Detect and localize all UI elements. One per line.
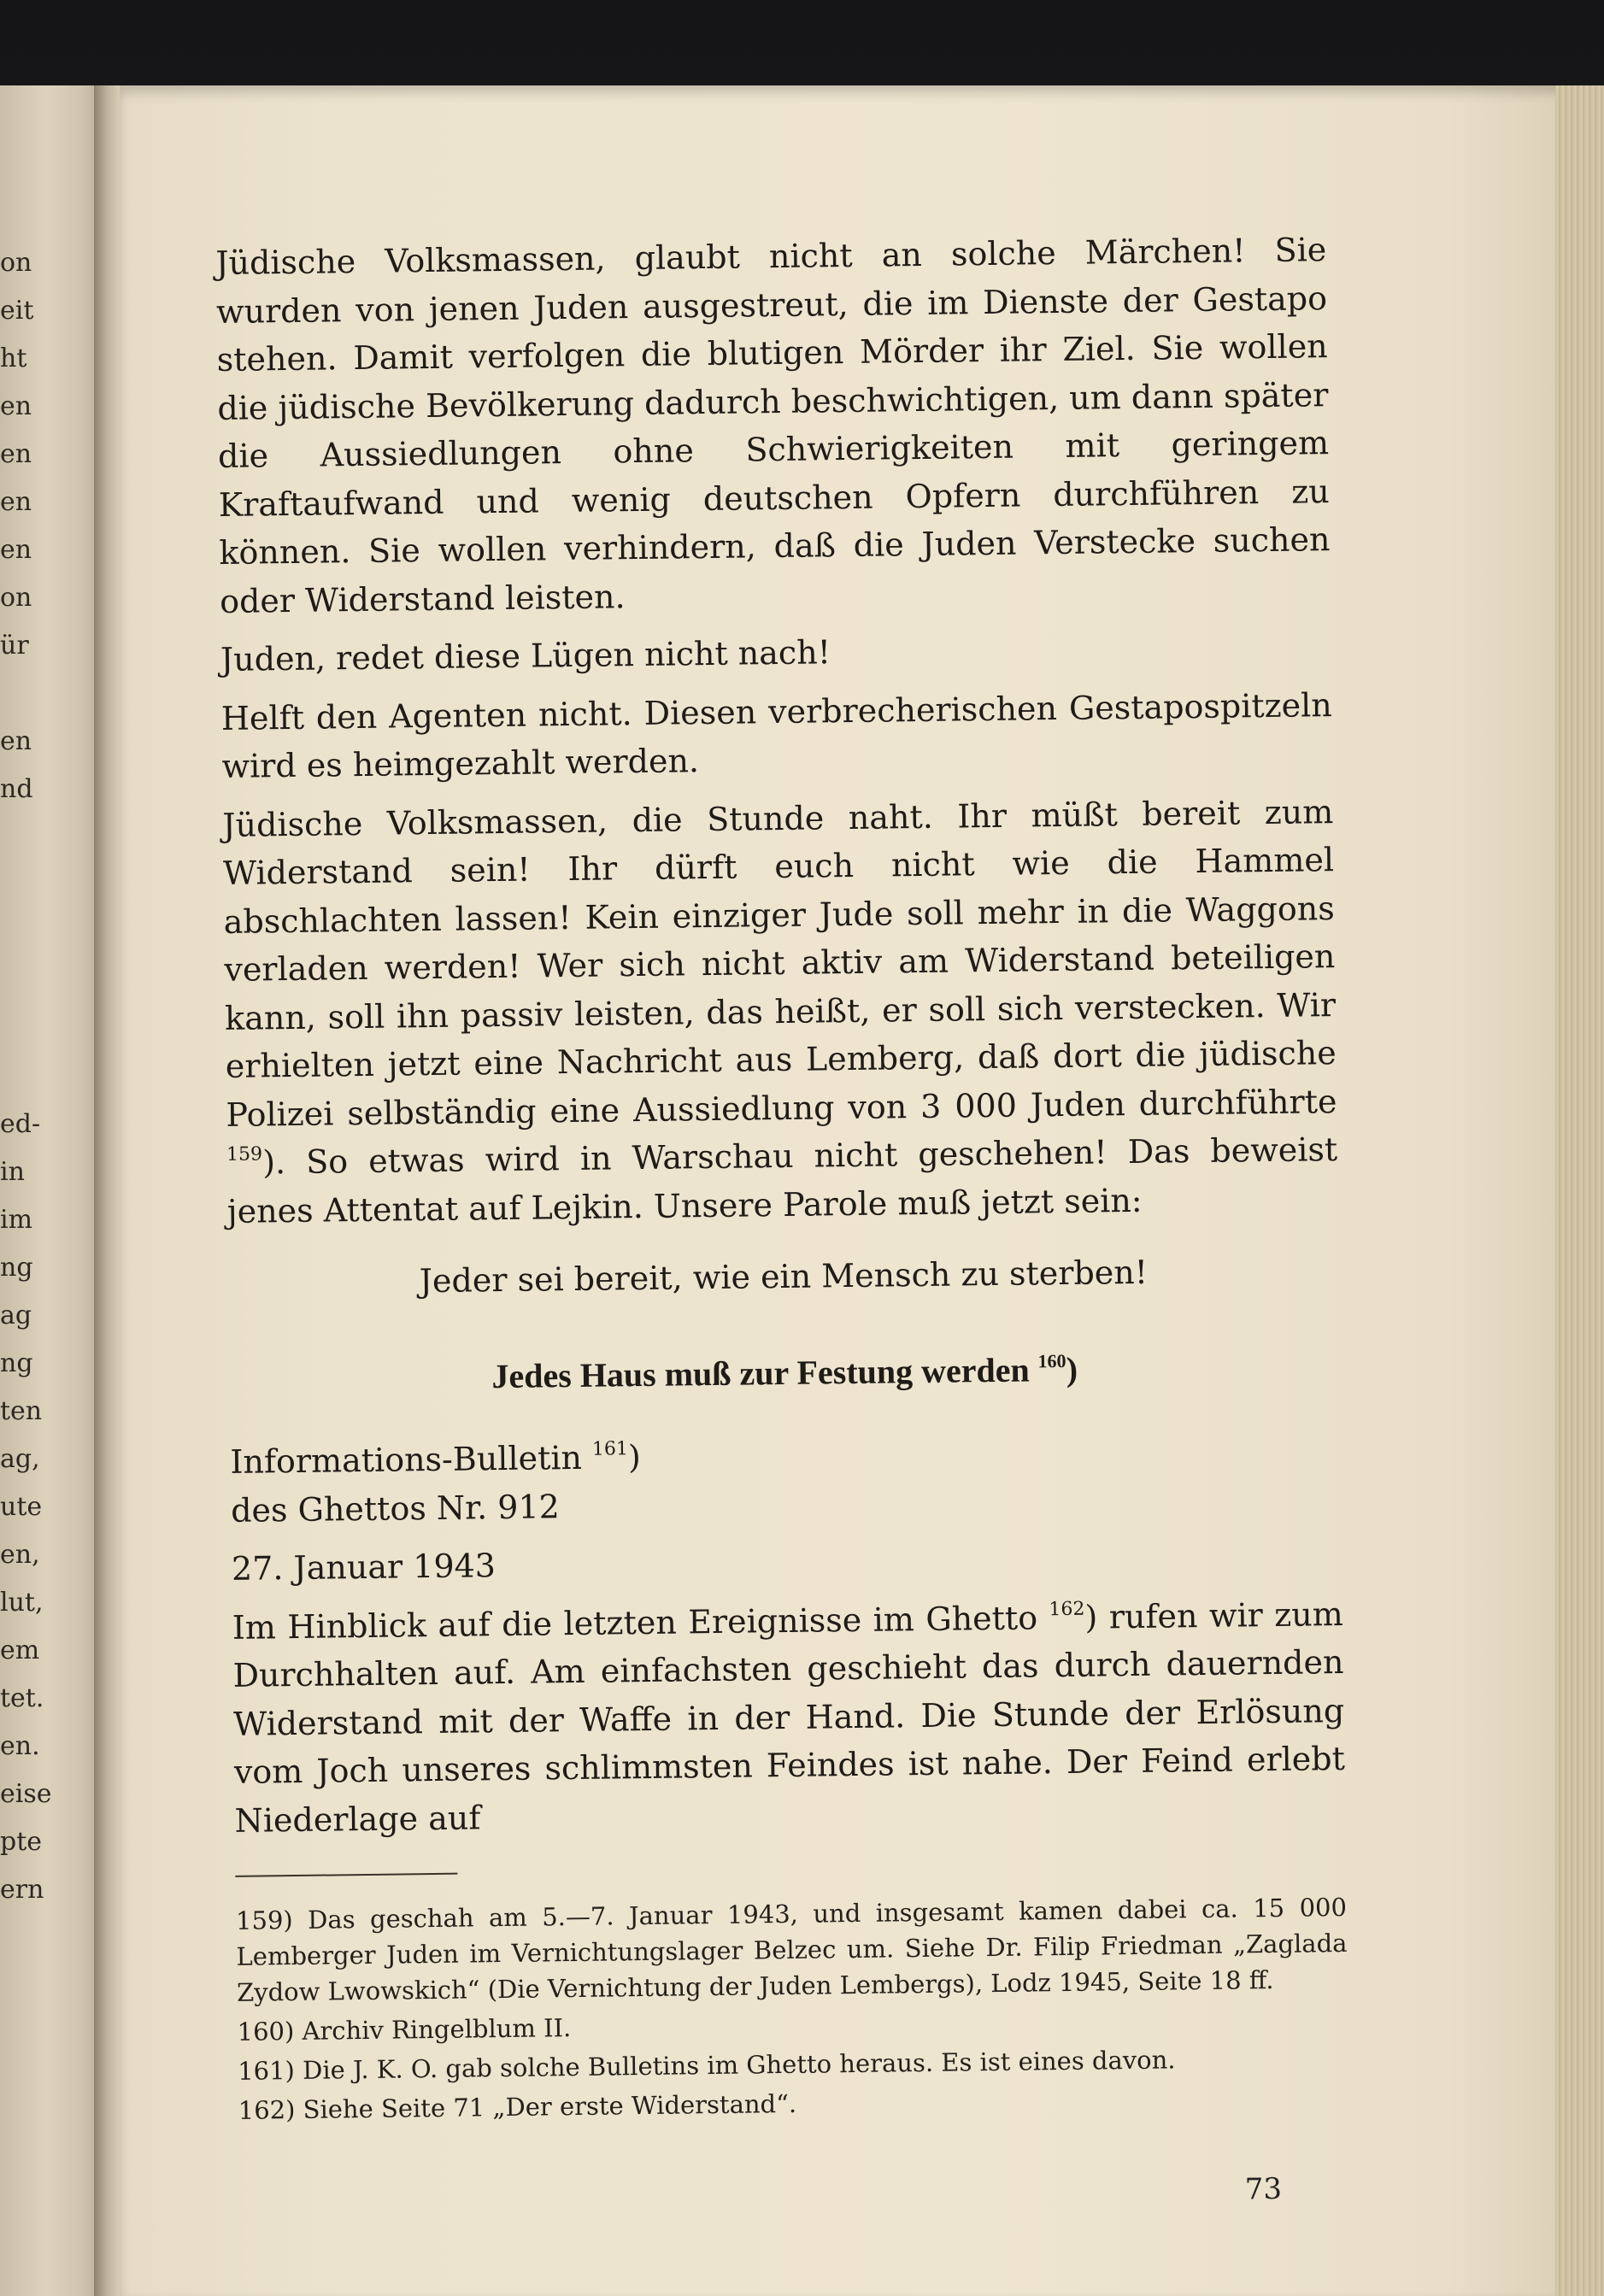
left-page-fragment: en — [0, 439, 32, 469]
left-page-fragment: em — [0, 1635, 40, 1665]
paragraph-5-text-b: ) rufen wir zum Durchhalten auf. Am einfachsten geschieht das durch dauernden Widerstand mit der Waffe in der Hand. Die Stunde der Erlösung vom Joch unseres schlimmsten Feindes ist nahe. Der Feind erlebt Niederlage auf — [232, 1594, 1346, 1840]
paragraph-1: Jüdische Volksmassen, glaubt nicht an solche Märchen! Sie wurden von jenen Juden ausgestreut, die im Dienste der Gestapo stehen. Damit verfolgen die blutigen Mörder ihr Ziel. Sie wollen die jüdische Bevölkerung dadurch beschwichtigen, um dann später die Aussiedlungen ohne Schwierigkeiten mit geringem Kraftaufwand und wenig deutschen Opfern durchführen zu können. Sie wollen verhindern, daß die Juden Verstecke suchen oder Widerstand leisten. — [215, 231, 1331, 620]
footnote-ref-161: 161 — [591, 1438, 629, 1460]
footnote-ref-162: 162 — [1049, 1598, 1085, 1620]
page-body — [215, 226, 1350, 2226]
paragraph-2: Juden, redet diese Lügen nicht nach! — [220, 633, 831, 678]
section-heading — [229, 1342, 1341, 1404]
left-page-fragment — [0, 1053, 103, 1101]
left-page-fragment: pte — [0, 1827, 43, 1857]
left-page-fragment: ht — [0, 344, 27, 373]
left-page-fragment — [0, 861, 103, 909]
left-page-fragment: nd — [0, 774, 33, 804]
footnote-162: 162) Siehe Seite 71 „Der erste Widerstand“. — [238, 2088, 797, 2125]
paragraph-4-text-b: ). So etwas wird in Warschau nicht geschehen! Das beweist jenes Attentat auf Lejkin. Unsere Parole muß jetzt sein: — [226, 1130, 1338, 1230]
paragraph-4 — [222, 788, 1338, 1236]
left-page-fragment — [0, 909, 103, 957]
footnote-159: 159) Das geschah am 5.—7. Januar 1943, und insgesamt kamen dabei ca. 15 000 Lemberger Juden im Vernichtungslager Belzec um. Siehe Dr. Filip Friedman „Zaglada Zydow Lwowskich“ (Die Vernichtung der Juden Lembergs), Lodz 1945, Seite 18 ff. — [235, 1892, 1348, 2007]
page-number: 73 — [1244, 2171, 1283, 2207]
paragraph-5 — [232, 1589, 1346, 1844]
page-stack-edge — [1555, 85, 1604, 2296]
bulletin-title-text: Informations-Bulletin — [230, 1438, 593, 1481]
slogan: Jeder sei bereit, wie ein Mensch zu sterben! — [419, 1253, 1149, 1301]
section-heading-text: Jedes Haus muß zur Festung werden — [491, 1349, 1038, 1395]
left-page-fragment: on — [0, 583, 32, 613]
footnote-ref-159: 159 — [226, 1143, 263, 1166]
left-page-fragment — [0, 813, 103, 861]
paragraph-4-text-a: Jüdische Volksmassen, die Stunde naht. Ihr müßt bereit zum Widerstand sein! Ihr dürft euch nicht wie die Hammel abschlachten lassen! Kein einziger Jude soll mehr in die Waggons verladen werden! Wer sich nicht aktiv am Widerstand beteiligen kann, soll ihn passiv leisten, das heißt, er soll sich verstecken. Wir erhielten jetzt eine Nachricht aus Lemberg, daß dort die jüdische Polizei selbständig eine Aussiedlung von 3 000 Juden durchführte — [222, 792, 1337, 1134]
bulletin-date: 27. Januar 1943 — [231, 1547, 496, 1588]
footnote-161: 161) Die J. K. O. gab solche Bulletins im Ghetto heraus. Es ist eines davon. — [237, 2045, 1176, 2086]
footnotes — [236, 1889, 1349, 2129]
heading-paren: ) — [1066, 1349, 1078, 1389]
left-page-fragment: ed- — [0, 1109, 41, 1139]
left-page-fragment: ng — [0, 1348, 33, 1378]
left-page-fragment — [0, 957, 103, 1005]
left-page-fragment: en — [0, 487, 32, 517]
footnote-160: 160) Archiv Ringelblum II. — [237, 2013, 572, 2046]
left-page-fragment: ute — [0, 1492, 43, 1522]
left-page-fragment: ag, — [0, 1444, 40, 1474]
left-page-fragment: en — [0, 535, 32, 565]
left-page-fragment: lut, — [0, 1588, 44, 1618]
paragraph-3: Helft den Agenten nicht. Diesen verbrecherischen Gestapospitzeln wird es heimgezahlt werden. — [220, 685, 1333, 785]
left-page-fragment: eise — [0, 1779, 52, 1809]
left-page-fragment: ag — [0, 1301, 32, 1330]
left-page-fragment: en — [0, 726, 32, 756]
left-page-fragment: ng — [0, 1253, 33, 1283]
left-page-fragment: on — [0, 248, 32, 278]
left-page-fragment: en. — [0, 1731, 40, 1761]
left-page-fragment — [0, 670, 103, 718]
bulletin-paren: ) — [627, 1438, 642, 1477]
paragraph-5-text-a: Im Hinblick auf die letzten Ereignisse im Ghetto — [232, 1598, 1049, 1647]
left-page-fragment: ten — [0, 1396, 43, 1426]
left-page-fragment: in — [0, 1157, 25, 1187]
left-page-fragment: ür — [0, 631, 29, 661]
left-page-fragment: en — [0, 391, 32, 421]
footnote-ref-160: 160 — [1037, 1349, 1066, 1371]
left-page-fragment: eit — [0, 296, 34, 326]
bulletin-number: des Ghettos Nr. 912 — [230, 1487, 561, 1530]
left-page-fragment — [0, 1005, 103, 1053]
footnote-divider — [235, 1873, 457, 1877]
left-page-fragment: im — [0, 1205, 33, 1235]
left-page-edge — [0, 85, 103, 2296]
left-page-fragment: ern — [0, 1875, 44, 1905]
left-page-fragment: en, — [0, 1540, 40, 1570]
left-page-fragment: tet. — [0, 1683, 44, 1713]
left-page-text-fragments — [0, 239, 103, 1914]
